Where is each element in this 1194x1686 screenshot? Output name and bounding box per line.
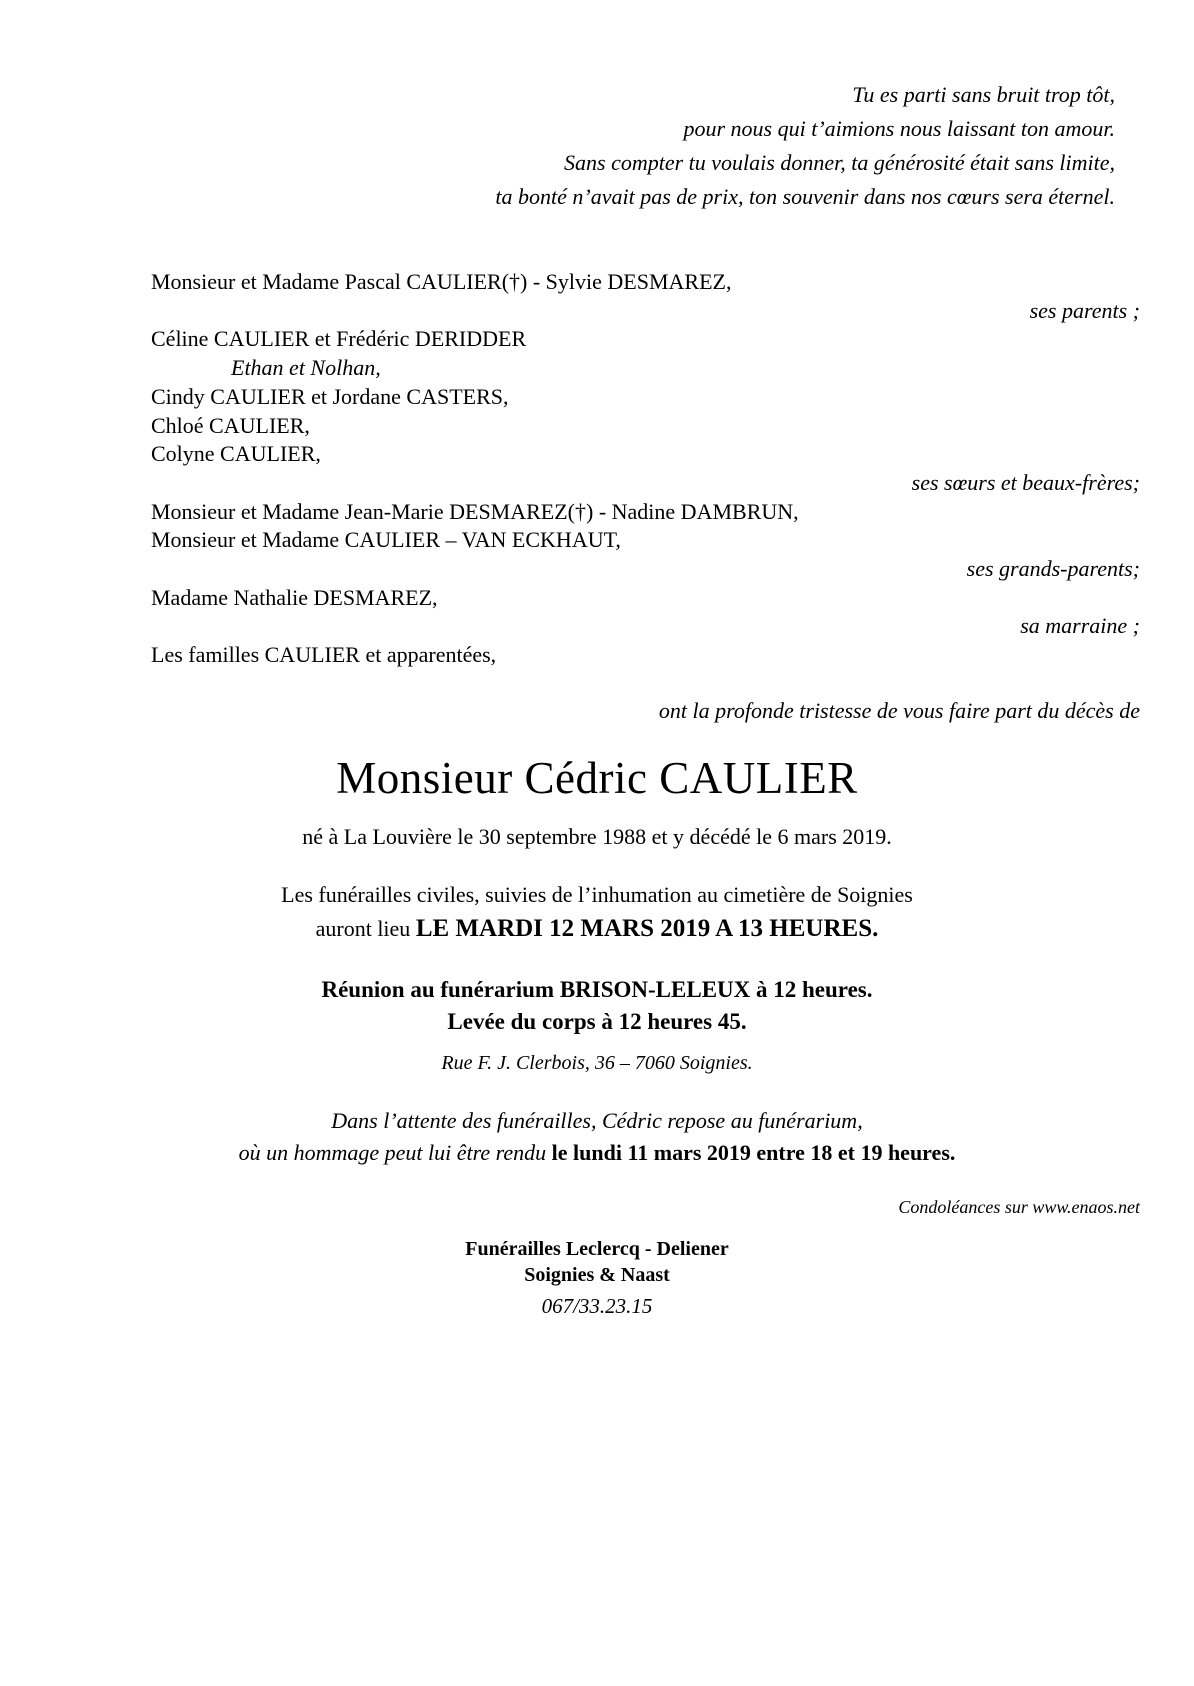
condolences-website: Condoléances sur www.enaos.net (898, 1196, 1140, 1217)
family-member-godmother: Madame Nathalie DESMAREZ, (151, 584, 438, 610)
family-member-sister-cindy: Cindy CAULIER et Jordane CASTERS, (151, 383, 509, 409)
epitaph-line: Tu es parti sans bruit trop tôt, (852, 82, 1115, 107)
tribute-info (0, 1105, 1194, 1169)
family-member-grandparents-desmarez: Monsieur et Madame Jean-Marie DESMAREZ(†) - Nadine DAMBRUN, (151, 498, 799, 524)
life-dates: né à La Louvière le 30 septembre 1988 et y décédé le 6 mars 2019. (302, 823, 892, 849)
meeting-details (0, 974, 1194, 1038)
epitaph-poem (0, 78, 1194, 214)
tribute-line2-italic: où un hommage peut lui être rendu (238, 1139, 552, 1165)
family-member-sister-colyne: Colyne CAULIER, (151, 441, 321, 467)
tribute-line2 (0, 1137, 1194, 1169)
deceased-name: Monsieur Cédric CAULIER (336, 752, 858, 803)
tribute-line2-bold: le lundi 11 mars 2019 entre 18 et 19 heures. (551, 1139, 956, 1165)
funeral-home-location: Soignies & Naast (524, 1263, 670, 1286)
relation-godmother: sa marraine ; (1020, 613, 1140, 639)
tribute-line1: Dans l’attente des funérailles, Cédric repose au funérarium, (331, 1107, 863, 1133)
epitaph-line: ta bonté n’avait pas de prix, ton souvenir dans nos cœurs sera éternel. (495, 184, 1115, 209)
relation-parents: ses parents ; (1029, 297, 1140, 323)
epitaph-line: Sans compter tu voulais donner, ta générosité était sans limite, (564, 150, 1115, 175)
relation-grandparents: ses grands-parents; (966, 556, 1140, 582)
announcement-sentence: ont la profonde tristesse de vous faire part du décès de (658, 697, 1140, 723)
funeral-intro-line: Les funérailles civiles, suivies de l’inhumation au cimetière de Soignies (281, 881, 913, 907)
family-member-sister-celine: Céline CAULIER et Frédéric DERIDDER (151, 326, 527, 352)
funeral-home-phone: 067/33.23.15 (541, 1293, 653, 1318)
epitaph-line: pour nous qui t’aimions nous laissant ton amour. (683, 116, 1115, 141)
funeral-date-emphasis: LE MARDI 12 MARS 2019 A 13 HEURES. (415, 914, 879, 942)
family-member-related-families: Les familles CAULIER et apparentées, (151, 642, 497, 668)
funeral-home-block (0, 1236, 1194, 1288)
family-member-grandparents-caulier: Monsieur et Madame CAULIER – VAN ECKHAUT, (151, 527, 621, 553)
meeting-line: Réunion au funérarium BRISON-LELEUX à 12 heures. (321, 976, 873, 1002)
funeral-date-prefix: auront lieu (315, 915, 416, 941)
family-list (0, 268, 1194, 670)
funeral-home-name: Funérailles Leclercq - Deliener (465, 1237, 729, 1260)
funerarium-address: Rue F. J. Clerbois, 36 – 7060 Soignies. (441, 1051, 753, 1074)
body-removal-line: Levée du corps à 12 heures 45. (447, 1008, 747, 1034)
family-member-children: Ethan et Nolhan, (231, 355, 381, 381)
family-member-sister-chloe: Chloé CAULIER, (151, 412, 310, 438)
family-member-parents: Monsieur et Madame Pascal CAULIER(†) - Sylvie DESMAREZ, (151, 269, 732, 294)
funeral-date-line (0, 912, 1194, 946)
funeral-ceremony-info (0, 878, 1194, 946)
relation-sisters: ses sœurs et beaux-frères; (911, 469, 1140, 495)
